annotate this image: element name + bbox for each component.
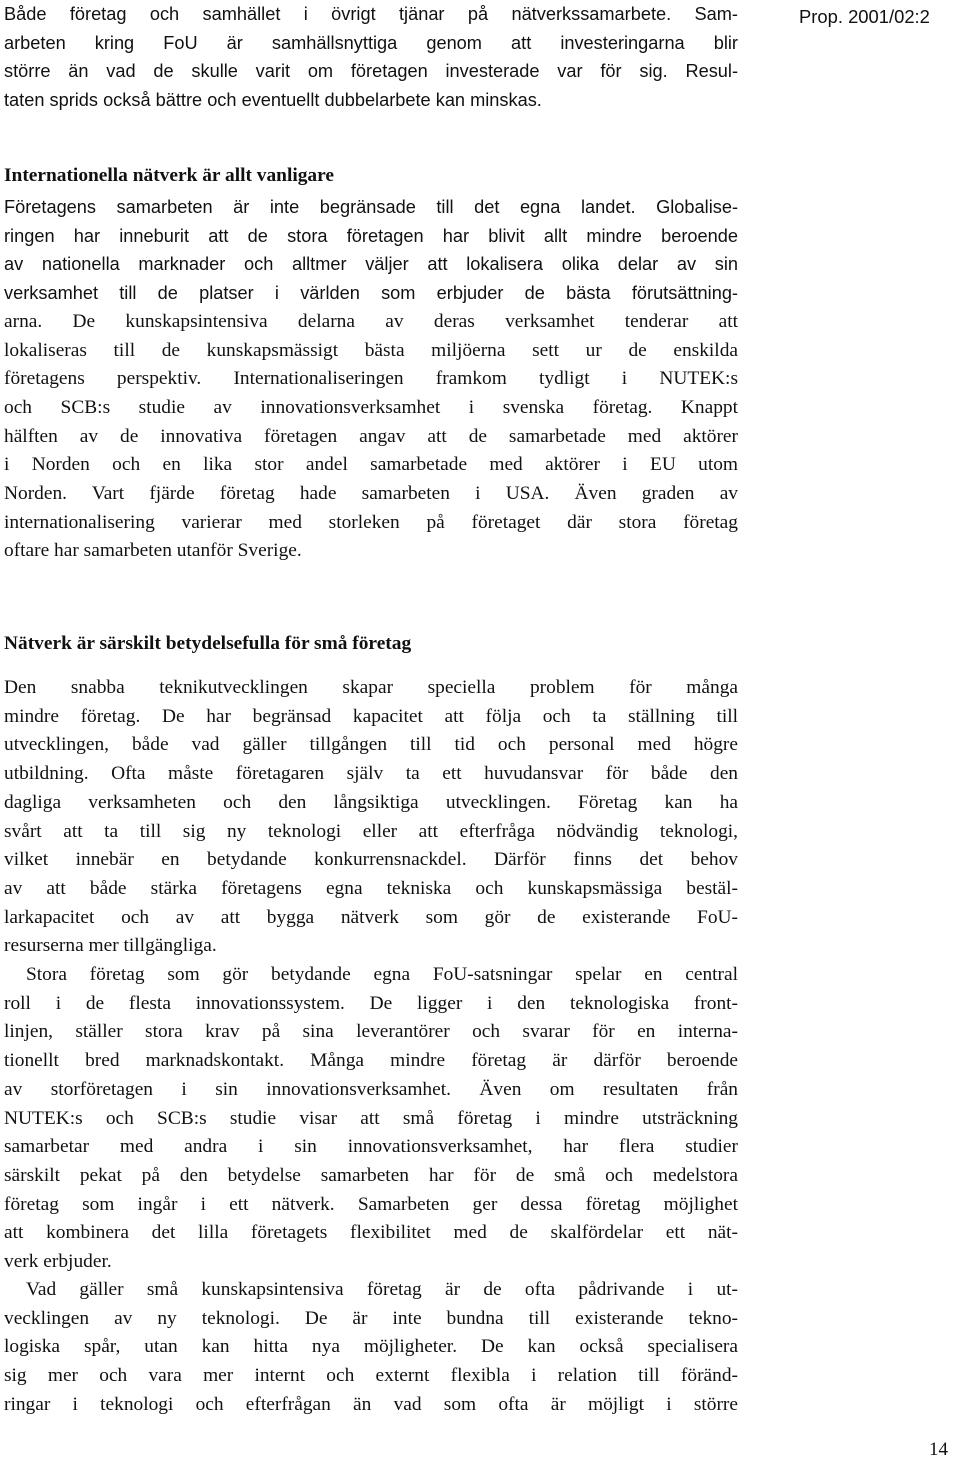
text-line: vecklingen av ny teknologi. De är inte bundna till existerande tekno- [4, 1307, 738, 1329]
text-line: företag som ingår i ett nätverk. Samarbeten ger dessa företag möjlighet [4, 1193, 738, 1215]
text-line: verk erbjuder. [4, 1251, 112, 1273]
text-line: roll i de flesta innovationssystem. De ligger i den teknologiska front- [4, 992, 738, 1014]
text-line: företagens perspektiv. Internationaliseringen framkom tydligt i NUTEK:s [4, 368, 738, 390]
small-business-paragraph-2 [4, 961, 738, 1277]
text-line: internationalisering varierar med storleken på företaget där stora företag [4, 511, 738, 533]
text-line: lokaliseras till de kunskapsmässigt bästa miljöerna sett ur de enskilda [4, 339, 738, 361]
text-line: Företagens samarbeten är inte begränsade till det egna landet. Globalise- [4, 197, 738, 217]
text-line: Vad gäller små kunskapsintensiva företag är de ofta pådrivande i ut- [26, 1279, 738, 1300]
text-line: i Norden och en lika stor andel samarbetade med aktörer i EU utom [4, 454, 738, 476]
text-line: NUTEK:s och SCB:s studie visar att små företag i mindre utsträckning [4, 1107, 738, 1129]
text-line: och SCB:s studie av innovationsverksamhet i svenska företag. Knappt [4, 396, 738, 418]
international-networks-paragraph [4, 193, 738, 566]
text-line: hälften av de innovativa företagen angav att de samarbetade med aktörer [4, 425, 738, 447]
text-line: logiska spår, utan kan hitta nya möjligheter. De kan också specialisera [4, 1336, 738, 1358]
text-line: av att både stärka företagens egna tekniska och kunskapsmässiga bestäl- [4, 877, 738, 899]
text-line: Stora företag som gör betydande egna FoU-satsningar spelar en central [26, 964, 738, 985]
text-line: av storföretagen i sin innovationsverksamhet. Även om resultaten från [4, 1078, 738, 1100]
text-line: ringen har inneburit att de stora företagen har blivit allt mindre beroende [4, 225, 738, 246]
text-line: tionellt bred marknadskontakt. Många mindre företag är därför beroende [4, 1050, 738, 1072]
page-number: 14 [929, 1439, 948, 1460]
text-line: Den snabba teknikutvecklingen skapar speciella problem för många [4, 677, 738, 698]
text-line: utvecklingen, både vad gäller tillgången till tid och personal med högre [4, 734, 738, 756]
text-line: dagliga verksamheten och den långsiktiga utvecklingen. Företag kan ha [4, 791, 738, 813]
text-line: verksamhet till de platser i världen som erbjuder de bästa förutsättning- [4, 283, 738, 304]
text-line: särskilt pekat på den betydelse samarbeten har för de små och medelstora [4, 1164, 738, 1186]
text-line: att kombinera det lilla företagets flexibilitet med de skalfördelar ett nät- [4, 1222, 738, 1244]
text-line: arbeten kring FoU är samhällsnyttiga genom att investeringarna blir [4, 32, 738, 53]
text-line: taten sprids också bättre och eventuellt dubbelarbete kan minskas. [4, 90, 542, 111]
text-line: av nationella marknader och alltmer väljer att lokalisera olika delar av sin [4, 254, 738, 275]
document-reference-label: Prop. 2001/02:2 [799, 6, 930, 27]
text-line: vilket innebär en betydande konkurrensnackdel. Därför finns det behov [4, 849, 738, 871]
text-line: större än vad de skulle varit om företagen investerade var för sig. Resul- [4, 61, 738, 82]
text-line: linjen, ställer stora krav på sina leverantörer och svarar för en interna- [4, 1021, 738, 1043]
text-line: arna. De kunskapsintensiva delarna av deras verksamhet tenderar att [4, 310, 738, 332]
text-line: svårt att ta till sig ny teknologi eller att efterfråga nödvändig teknologi, [4, 820, 738, 842]
text-line: oftare har samarbeten utanför Sverige. [4, 540, 302, 562]
small-business-paragraph-1 [4, 674, 738, 961]
text-line: ringar i teknologi och efterfrågan än vad som ofta är möjligt i större [4, 1393, 738, 1415]
text-line: utbildning. Ofta måste företagaren själv ta ett huvudansvar för både den [4, 763, 738, 785]
section-heading-small-business-networks: Nätverk är särskilt betydelsefulla för små företag [4, 633, 412, 654]
text-line: Norden. Vart fjärde företag hade samarbeten i USA. Även graden av [4, 483, 738, 505]
text-line: samarbetar med andra i sin innovationsverksamhet, har flera studier [4, 1136, 738, 1158]
small-business-paragraph-3 [4, 1276, 738, 1420]
text-line: sig mer och vara mer internt och externt flexibla i relation till föränd- [4, 1365, 738, 1387]
text-line: larkapacitet och av att bygga nätverk som gör de existerande FoU- [4, 906, 738, 928]
text-line: Både företag och samhället i övrigt tjänar på nätverkssamarbete. Sam- [4, 4, 738, 24]
text-line: mindre företag. De har begränsad kapacitet att följa och ta ställning till [4, 705, 738, 727]
section-heading-international-networks: Internationella nätverk är allt vanligare [4, 165, 334, 186]
text-line: resurserna mer tillgängliga. [4, 935, 217, 957]
intro-paragraph [4, 0, 738, 115]
